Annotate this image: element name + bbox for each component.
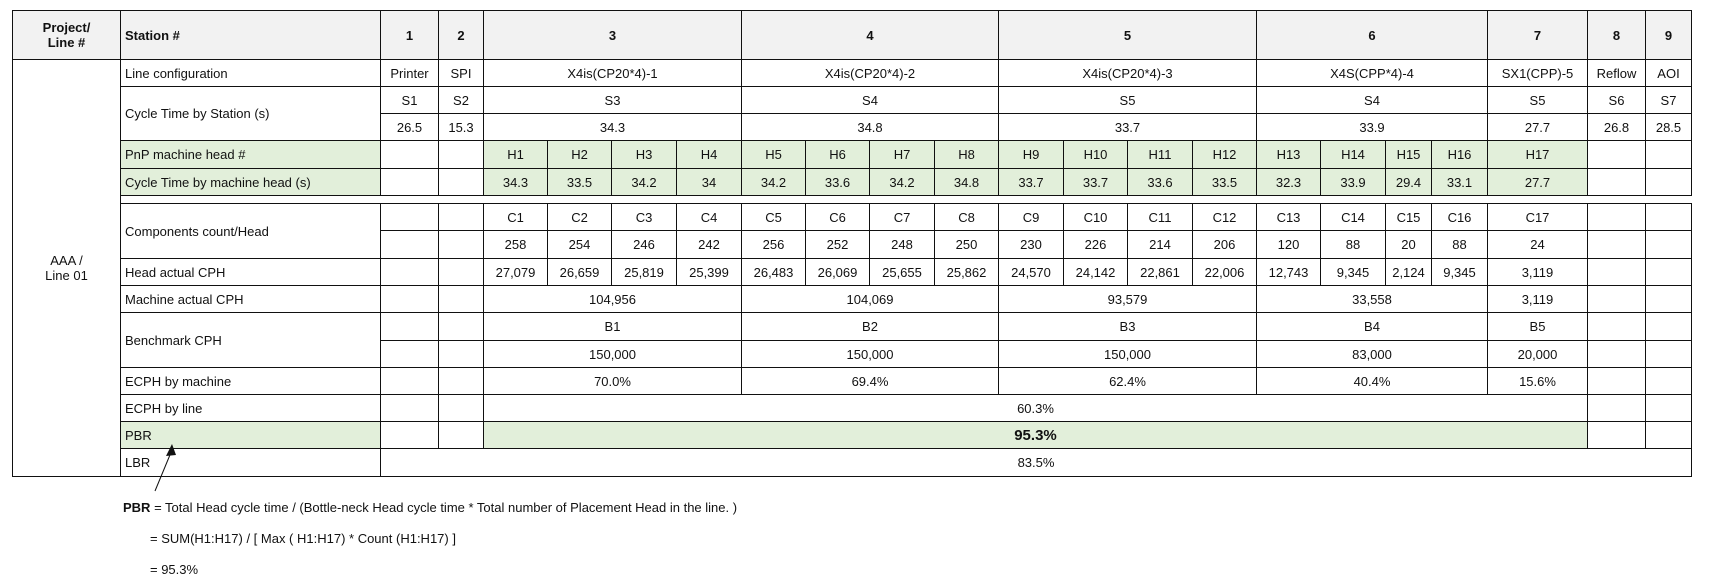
label-benchmark-cph: Benchmark CPH bbox=[120, 312, 381, 368]
station-cycle-time-3: 34.3 bbox=[483, 113, 742, 141]
empty-cell bbox=[1645, 203, 1692, 231]
empty-cell bbox=[438, 394, 484, 422]
benchmark-id-1: B1 bbox=[483, 312, 742, 341]
empty-cell bbox=[438, 258, 484, 286]
station-cycle-time-2: 15.3 bbox=[438, 113, 484, 141]
head-cph-7: 25,655 bbox=[869, 258, 935, 286]
component-count-7: 248 bbox=[869, 230, 935, 259]
header-station-label: Station # bbox=[120, 10, 381, 60]
label-ecph-line: ECPH by line bbox=[120, 394, 381, 422]
machine-cph-4: 33,558 bbox=[1256, 285, 1488, 313]
head-cph-8: 25,862 bbox=[934, 258, 999, 286]
header-project-line: Project/ Line # bbox=[12, 10, 121, 60]
head-cycle-time-8: 34.8 bbox=[934, 168, 999, 196]
component-count-14: 88 bbox=[1320, 230, 1386, 259]
component-id-14: C14 bbox=[1320, 203, 1386, 231]
line-config-7: SX1(CPP)-5 bbox=[1487, 59, 1588, 87]
empty-cell bbox=[438, 285, 484, 313]
head-label-17: H17 bbox=[1487, 140, 1588, 169]
head-cycle-time-4: 34 bbox=[676, 168, 742, 196]
empty-cell bbox=[1645, 168, 1692, 196]
head-cph-1: 27,079 bbox=[483, 258, 548, 286]
station-id-6: S4 bbox=[1256, 86, 1488, 114]
component-id-1: C1 bbox=[483, 203, 548, 231]
empty-cell bbox=[380, 421, 439, 449]
head-label-2: H2 bbox=[547, 140, 612, 169]
header-station-3: 3 bbox=[483, 10, 742, 60]
project-line-name: AAA / Line 01 bbox=[12, 59, 121, 477]
head-cycle-time-9: 33.7 bbox=[998, 168, 1064, 196]
header-station-8: 8 bbox=[1587, 10, 1646, 60]
label-cycle-time-station: Cycle Time by Station (s) bbox=[120, 86, 381, 141]
head-cph-4: 25,399 bbox=[676, 258, 742, 286]
head-label-10: H10 bbox=[1063, 140, 1128, 169]
component-id-13: C13 bbox=[1256, 203, 1321, 231]
benchmark-value-4: 83,000 bbox=[1256, 340, 1488, 368]
label-pbr: PBR bbox=[120, 421, 381, 449]
head-label-6: H6 bbox=[805, 140, 870, 169]
label-cycle-time-head: Cycle Time by machine head (s) bbox=[120, 168, 381, 196]
station-cycle-time-5: 33.7 bbox=[998, 113, 1257, 141]
empty-cell bbox=[380, 203, 439, 231]
benchmark-id-2: B2 bbox=[741, 312, 999, 341]
benchmark-id-4: B4 bbox=[1256, 312, 1488, 341]
empty-cell bbox=[380, 230, 439, 259]
component-id-16: C16 bbox=[1431, 203, 1488, 231]
station-id-7: S5 bbox=[1487, 86, 1588, 114]
line-config-5: X4is(CP20*4)-3 bbox=[998, 59, 1257, 87]
empty-cell bbox=[438, 367, 484, 395]
empty-cell bbox=[1645, 367, 1692, 395]
ecph-machine-4: 40.4% bbox=[1256, 367, 1488, 395]
empty-cell bbox=[1587, 312, 1646, 341]
station-id-4: S4 bbox=[741, 86, 999, 114]
head-label-5: H5 bbox=[741, 140, 806, 169]
component-count-2: 254 bbox=[547, 230, 612, 259]
component-count-3: 246 bbox=[611, 230, 677, 259]
head-cycle-time-3: 34.2 bbox=[611, 168, 677, 196]
head-label-15: H15 bbox=[1385, 140, 1432, 169]
line-config-3: X4is(CP20*4)-1 bbox=[483, 59, 742, 87]
label-machine-actual-cph: Machine actual CPH bbox=[120, 285, 381, 313]
empty-cell bbox=[1587, 421, 1646, 449]
empty-cell bbox=[1587, 203, 1646, 231]
component-count-9: 230 bbox=[998, 230, 1064, 259]
station-id-5: S5 bbox=[998, 86, 1257, 114]
head-cycle-time-1: 34.3 bbox=[483, 168, 548, 196]
header-station-1: 1 bbox=[380, 10, 439, 60]
head-cycle-time-12: 33.5 bbox=[1192, 168, 1257, 196]
benchmark-value-3: 150,000 bbox=[998, 340, 1257, 368]
label-ecph-machine: ECPH by machine bbox=[120, 367, 381, 395]
station-cycle-time-9: 28.5 bbox=[1645, 113, 1692, 141]
empty-cell bbox=[1587, 230, 1646, 259]
empty-cell bbox=[1645, 140, 1692, 169]
component-count-16: 88 bbox=[1431, 230, 1488, 259]
empty-cell bbox=[380, 168, 439, 196]
empty-cell bbox=[438, 230, 484, 259]
head-label-12: H12 bbox=[1192, 140, 1257, 169]
head-cycle-time-2: 33.5 bbox=[547, 168, 612, 196]
head-cycle-time-14: 33.9 bbox=[1320, 168, 1386, 196]
label-lbr: LBR bbox=[120, 448, 381, 477]
component-id-9: C9 bbox=[998, 203, 1064, 231]
empty-cell bbox=[1587, 367, 1646, 395]
head-cph-10: 24,142 bbox=[1063, 258, 1128, 286]
empty-cell bbox=[1587, 168, 1646, 196]
empty-cell bbox=[438, 421, 484, 449]
component-id-17: C17 bbox=[1487, 203, 1588, 231]
ecph-machine-5: 15.6% bbox=[1487, 367, 1588, 395]
empty-cell bbox=[380, 340, 439, 368]
empty-cell bbox=[380, 367, 439, 395]
component-count-11: 214 bbox=[1127, 230, 1193, 259]
line-config-4: X4is(CP20*4)-2 bbox=[741, 59, 999, 87]
empty-cell bbox=[438, 140, 484, 169]
head-label-7: H7 bbox=[869, 140, 935, 169]
head-cph-17: 3,119 bbox=[1487, 258, 1588, 286]
head-cycle-time-16: 33.1 bbox=[1431, 168, 1488, 196]
empty-cell bbox=[438, 340, 484, 368]
component-count-5: 256 bbox=[741, 230, 806, 259]
station-id-2: S2 bbox=[438, 86, 484, 114]
station-id-9: S7 bbox=[1645, 86, 1692, 114]
component-id-3: C3 bbox=[611, 203, 677, 231]
empty-cell bbox=[380, 394, 439, 422]
station-cycle-time-7: 27.7 bbox=[1487, 113, 1588, 141]
head-cycle-time-15: 29.4 bbox=[1385, 168, 1432, 196]
line-config-2: SPI bbox=[438, 59, 484, 87]
label-line-configuration: Line configuration bbox=[120, 59, 381, 87]
empty-cell bbox=[1645, 230, 1692, 259]
machine-cph-1: 104,956 bbox=[483, 285, 742, 313]
station-cycle-time-1: 26.5 bbox=[380, 113, 439, 141]
formula-term: PBR bbox=[123, 500, 151, 515]
empty-cell bbox=[380, 285, 439, 313]
head-label-8: H8 bbox=[934, 140, 999, 169]
empty-cell bbox=[1645, 340, 1692, 368]
benchmark-value-5: 20,000 bbox=[1487, 340, 1588, 368]
station-id-1: S1 bbox=[380, 86, 439, 114]
station-id-8: S6 bbox=[1587, 86, 1646, 114]
ecph-line-value: 60.3% bbox=[483, 394, 1588, 422]
head-cycle-time-17: 27.7 bbox=[1487, 168, 1588, 196]
machine-cph-2: 104,069 bbox=[741, 285, 999, 313]
component-count-8: 250 bbox=[934, 230, 999, 259]
head-cph-14: 9,345 bbox=[1320, 258, 1386, 286]
pbr-value: 95.3% bbox=[483, 421, 1588, 449]
head-cph-2: 26,659 bbox=[547, 258, 612, 286]
head-cycle-time-13: 32.3 bbox=[1256, 168, 1321, 196]
component-count-12: 206 bbox=[1192, 230, 1257, 259]
empty-cell bbox=[1645, 394, 1692, 422]
benchmark-id-3: B3 bbox=[998, 312, 1257, 341]
component-count-13: 120 bbox=[1256, 230, 1321, 259]
formula-definition bbox=[123, 500, 737, 515]
head-label-9: H9 bbox=[998, 140, 1064, 169]
header-station-7: 7 bbox=[1487, 10, 1588, 60]
head-cph-12: 22,006 bbox=[1192, 258, 1257, 286]
station-id-3: S3 bbox=[483, 86, 742, 114]
empty-cell bbox=[1587, 140, 1646, 169]
label-head-actual-cph: Head actual CPH bbox=[120, 258, 381, 286]
empty-cell bbox=[1587, 394, 1646, 422]
component-id-10: C10 bbox=[1063, 203, 1128, 231]
head-label-3: H3 bbox=[611, 140, 677, 169]
header-station-9: 9 bbox=[1645, 10, 1692, 60]
machine-cph-3: 93,579 bbox=[998, 285, 1257, 313]
component-id-15: C15 bbox=[1385, 203, 1432, 231]
ecph-machine-1: 70.0% bbox=[483, 367, 742, 395]
line-config-1: Printer bbox=[380, 59, 439, 87]
formula-line-2: = SUM(H1:H17) / [ Max ( H1:H17) * Count (H1:H17) ] bbox=[150, 531, 456, 546]
empty-cell bbox=[1645, 258, 1692, 286]
machine-cph-5: 3,119 bbox=[1487, 285, 1588, 313]
component-id-8: C8 bbox=[934, 203, 999, 231]
head-label-13: H13 bbox=[1256, 140, 1321, 169]
component-count-1: 258 bbox=[483, 230, 548, 259]
component-id-12: C12 bbox=[1192, 203, 1257, 231]
component-count-4: 242 bbox=[676, 230, 742, 259]
station-cycle-time-6: 33.9 bbox=[1256, 113, 1488, 141]
head-cph-5: 26,483 bbox=[741, 258, 806, 286]
empty-cell bbox=[1587, 258, 1646, 286]
header-station-2: 2 bbox=[438, 10, 484, 60]
empty-cell bbox=[380, 140, 439, 169]
head-cph-3: 25,819 bbox=[611, 258, 677, 286]
header-station-6: 6 bbox=[1256, 10, 1488, 60]
empty-cell bbox=[1587, 285, 1646, 313]
head-cph-15: 2,124 bbox=[1385, 258, 1432, 286]
empty-cell bbox=[438, 203, 484, 231]
head-cycle-time-6: 33.6 bbox=[805, 168, 870, 196]
head-cycle-time-5: 34.2 bbox=[741, 168, 806, 196]
label-pnp-head: PnP machine head # bbox=[120, 140, 381, 169]
component-id-5: C5 bbox=[741, 203, 806, 231]
component-count-17: 24 bbox=[1487, 230, 1588, 259]
component-id-7: C7 bbox=[869, 203, 935, 231]
head-cph-13: 12,743 bbox=[1256, 258, 1321, 286]
station-cycle-time-8: 26.8 bbox=[1587, 113, 1646, 141]
ecph-machine-3: 62.4% bbox=[998, 367, 1257, 395]
empty-cell bbox=[1645, 312, 1692, 341]
head-label-14: H14 bbox=[1320, 140, 1386, 169]
head-label-11: H11 bbox=[1127, 140, 1193, 169]
head-cycle-time-7: 34.2 bbox=[869, 168, 935, 196]
component-id-6: C6 bbox=[805, 203, 870, 231]
head-label-1: H1 bbox=[483, 140, 548, 169]
component-id-11: C11 bbox=[1127, 203, 1193, 231]
empty-cell bbox=[1645, 421, 1692, 449]
head-cph-16: 9,345 bbox=[1431, 258, 1488, 286]
head-cph-11: 22,861 bbox=[1127, 258, 1193, 286]
head-cycle-time-10: 33.7 bbox=[1063, 168, 1128, 196]
benchmark-value-1: 150,000 bbox=[483, 340, 742, 368]
lbr-value: 83.5% bbox=[380, 448, 1692, 477]
empty-cell bbox=[380, 258, 439, 286]
line-config-9: AOI bbox=[1645, 59, 1692, 87]
empty-cell bbox=[1645, 285, 1692, 313]
component-count-10: 226 bbox=[1063, 230, 1128, 259]
head-label-4: H4 bbox=[676, 140, 742, 169]
component-count-6: 252 bbox=[805, 230, 870, 259]
station-cycle-time-4: 34.8 bbox=[741, 113, 999, 141]
head-label-16: H16 bbox=[1431, 140, 1488, 169]
head-cph-9: 24,570 bbox=[998, 258, 1064, 286]
formula-line-3: = 95.3% bbox=[150, 562, 199, 577]
head-cycle-time-11: 33.6 bbox=[1127, 168, 1193, 196]
component-count-15: 20 bbox=[1385, 230, 1432, 259]
empty-cell bbox=[1587, 340, 1646, 368]
formula-line-1: = Total Head cycle time / (Bottle-neck Head cycle time * Total number of Placement Head in the line. ) bbox=[150, 500, 738, 515]
component-id-4: C4 bbox=[676, 203, 742, 231]
header-station-5: 5 bbox=[998, 10, 1257, 60]
ecph-machine-2: 69.4% bbox=[741, 367, 999, 395]
line-config-6: X4S(CPP*4)-4 bbox=[1256, 59, 1488, 87]
component-id-2: C2 bbox=[547, 203, 612, 231]
header-station-4: 4 bbox=[741, 10, 999, 60]
empty-cell bbox=[380, 312, 439, 341]
benchmark-id-5: B5 bbox=[1487, 312, 1588, 341]
benchmark-value-2: 150,000 bbox=[741, 340, 999, 368]
empty-cell bbox=[438, 312, 484, 341]
empty-cell bbox=[438, 168, 484, 196]
label-components-count: Components count/Head bbox=[120, 203, 381, 259]
line-config-8: Reflow bbox=[1587, 59, 1646, 87]
head-cph-6: 26,069 bbox=[805, 258, 870, 286]
